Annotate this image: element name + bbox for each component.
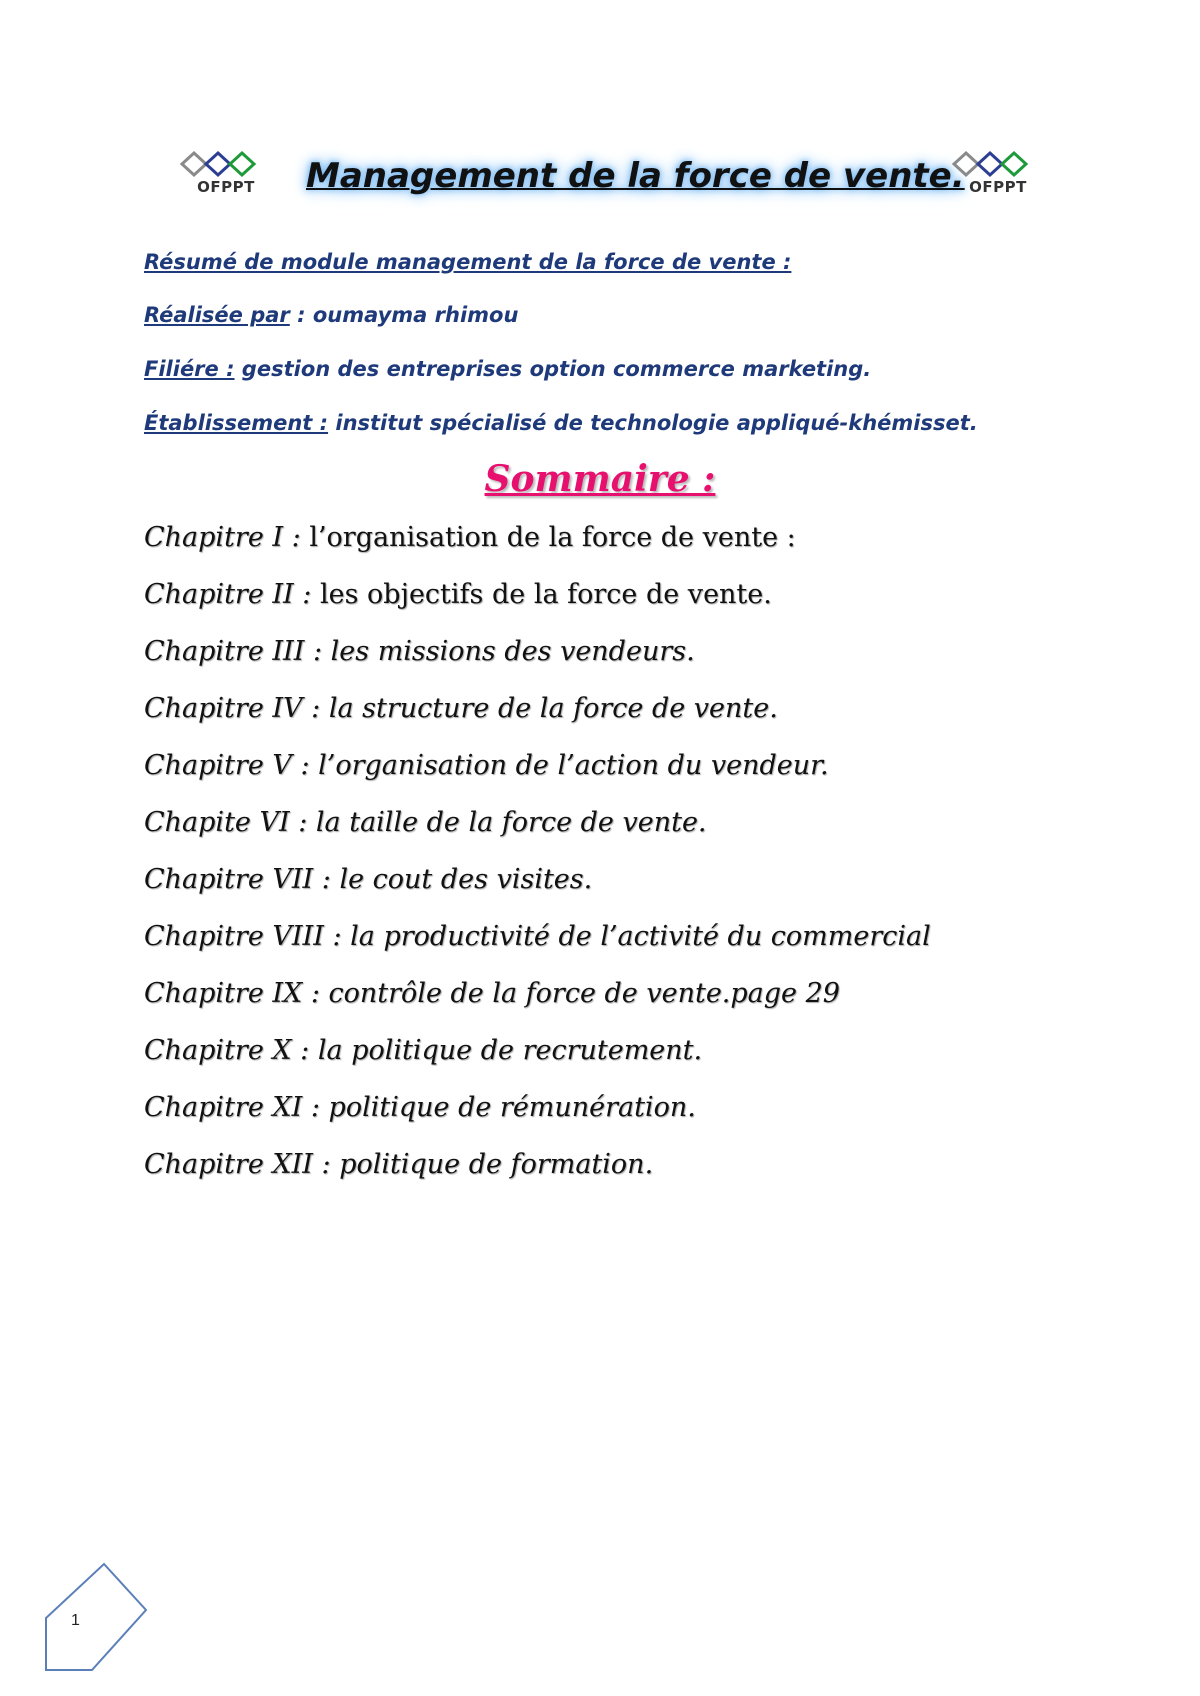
toc-text: les objectifs de la force de vente.	[311, 579, 772, 610]
toc-chapter: Chapitre III :	[144, 636, 323, 667]
toc-chapter: Chapitre IX :	[144, 978, 320, 1009]
ofppt-diamonds-icon	[950, 150, 1046, 180]
program-label: Filiére :	[144, 357, 235, 381]
toc-text: le cout des visites.	[330, 864, 593, 895]
toc-chapter: Chapitre X :	[144, 1035, 310, 1066]
author-label: Réalisée par	[144, 303, 290, 327]
program-value: gestion des entreprises option commerce marketing.	[234, 357, 872, 381]
toc-item	[144, 636, 931, 693]
author-value: : oumayma rhimou	[289, 303, 519, 327]
page-number: 1	[71, 1612, 80, 1629]
toc-item	[144, 864, 931, 921]
toc-item	[144, 693, 931, 750]
toc-chapter: Chapitre IV :	[144, 693, 321, 724]
author-line	[144, 303, 518, 327]
toc-text: l’organisation de la force de vente :	[300, 522, 796, 553]
toc-item	[144, 1035, 931, 1092]
toc-chapter: Chapitre VII :	[144, 864, 331, 895]
toc-text: la structure de la force de vente.	[320, 693, 778, 724]
toc-chapter: Chapitre I :	[144, 522, 301, 553]
page-number-badge-icon	[40, 1562, 150, 1674]
program-line	[144, 357, 871, 381]
toc-text: l’organisation de l’action du vendeur.	[309, 750, 829, 781]
toc-text: la politique de recrutement.	[309, 1035, 703, 1066]
logo-text: OFPPT	[197, 178, 255, 196]
ofppt-diamonds-icon	[178, 150, 274, 180]
document-title: Management de la force de vente.	[306, 156, 965, 196]
toc-chapter: Chapitre XII :	[144, 1149, 331, 1180]
toc-item	[144, 522, 931, 579]
toc-item	[144, 1092, 931, 1149]
logo-text: OFPPT	[969, 178, 1027, 196]
table-of-contents	[144, 522, 931, 1206]
institution-value: institut spécialisé de technologie appliqué-khémisset.	[328, 411, 978, 435]
toc-item	[144, 579, 931, 636]
toc-text: les missions des vendeurs.	[322, 636, 695, 667]
toc-chapter: Chapitre V :	[144, 750, 310, 781]
module-summary-line: Résumé de module management de la force de vente :	[144, 250, 792, 274]
toc-item	[144, 921, 931, 978]
toc-text: la taille de la force de vente.	[307, 807, 707, 838]
ofppt-logo-left	[178, 150, 274, 198]
toc-chapter: Chapitre II :	[144, 579, 312, 610]
toc-text: politique de formation.	[330, 1149, 654, 1180]
toc-chapter: Chapite VI :	[144, 807, 308, 838]
toc-text: politique de rémunération.	[319, 1092, 696, 1123]
toc-item	[144, 1149, 931, 1206]
toc-text: contrôle de la force de vente.page 29	[319, 978, 840, 1009]
ofppt-logo-right	[950, 150, 1046, 198]
institution-line	[144, 411, 978, 435]
institution-label: Établissement :	[144, 411, 329, 435]
toc-item	[144, 978, 931, 1035]
toc-text: la productivité de l’activité du commercial	[341, 921, 931, 952]
toc-item	[144, 807, 931, 864]
toc-chapter: Chapitre VIII :	[144, 921, 342, 952]
toc-item	[144, 750, 931, 807]
sommaire-heading: Sommaire :	[484, 458, 716, 500]
toc-chapter: Chapitre XI :	[144, 1092, 320, 1123]
